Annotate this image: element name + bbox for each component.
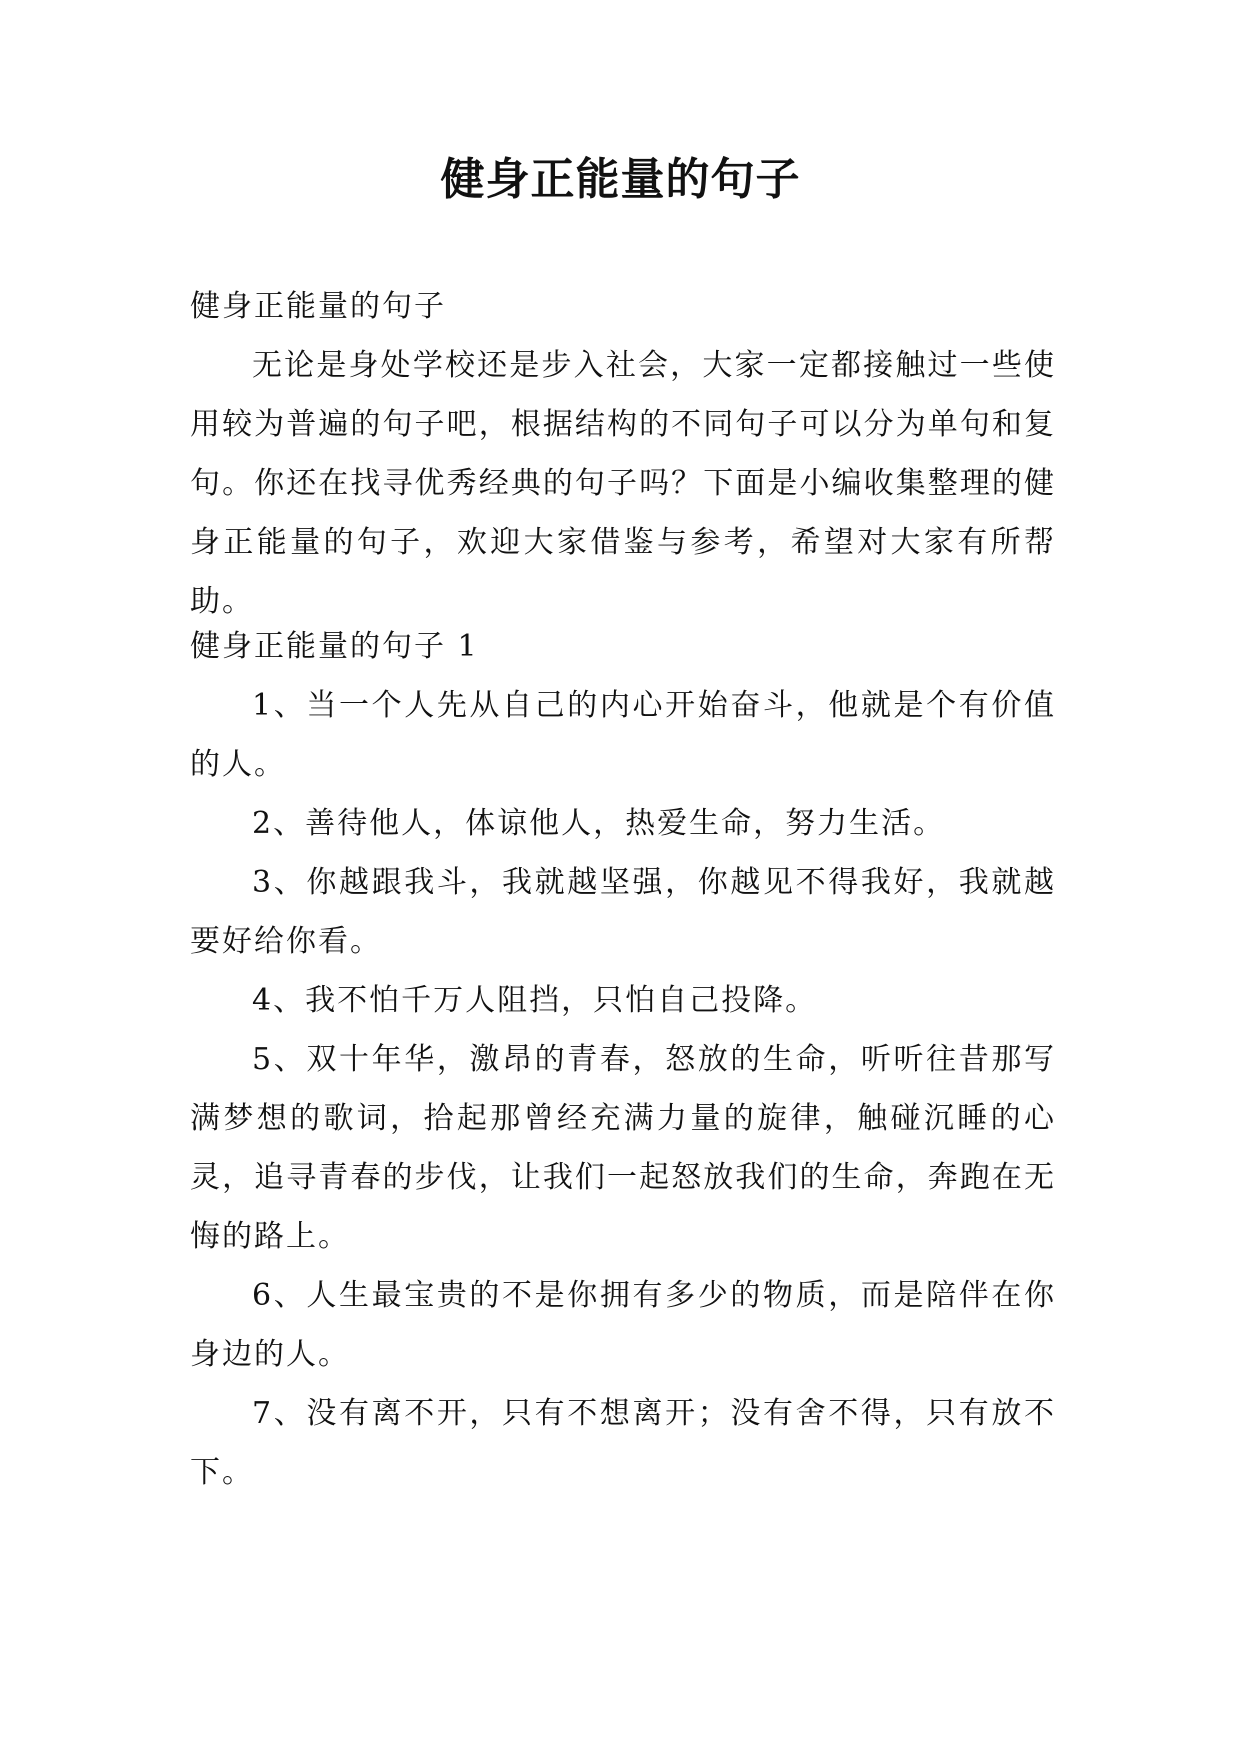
subtitle: 健身正能量的句子 xyxy=(190,289,446,324)
list-item: 1、当一个人先从自己的内心开始奋斗，他就是个有价值的人。 xyxy=(190,688,1056,782)
document-title: 健身正能量的句子 xyxy=(440,154,801,205)
list-item: 4、我不怕千万人阻挡，只怕自己投降。 xyxy=(252,983,818,1018)
list-item: 3、你越跟我斗，我就越坚强，你越见不得我好，我就越要好给你看。 xyxy=(190,865,1056,959)
intro-paragraph: 无论是身处学校还是步入社会，大家一定都接触过一些使用较为普遍的句子吧，根据结构的不同句子可以分为单句和复句。你还在找寻优秀经典的句子吗？下面是小编收集整理的健身正能量的句子，欢迎大家借鉴与参考，希望对大家有所帮助。 xyxy=(190,348,1056,619)
quote-section xyxy=(190,617,1056,1502)
document-body xyxy=(190,277,1056,631)
list-item: 6、人生最宝贵的不是你拥有多少的物质，而是陪伴在你身边的人。 xyxy=(190,1278,1056,1372)
list-item: 5、双十年华，激昂的青春，怒放的生命，听听往昔那写满梦想的歌词，拾起那曾经充满力量的旋律，触碰沉睡的心灵，追寻青春的步伐，让我们一起怒放我们的生命，奔跑在无悔的路上。 xyxy=(190,1042,1056,1254)
list-item: 7、没有离不开，只有不想离开；没有舍不得，只有放不下。 xyxy=(190,1396,1056,1490)
list-item: 2、善待他人，体谅他人，热爱生命，努力生活。 xyxy=(252,806,946,841)
section-heading: 健身正能量的句子 1 xyxy=(190,629,479,664)
